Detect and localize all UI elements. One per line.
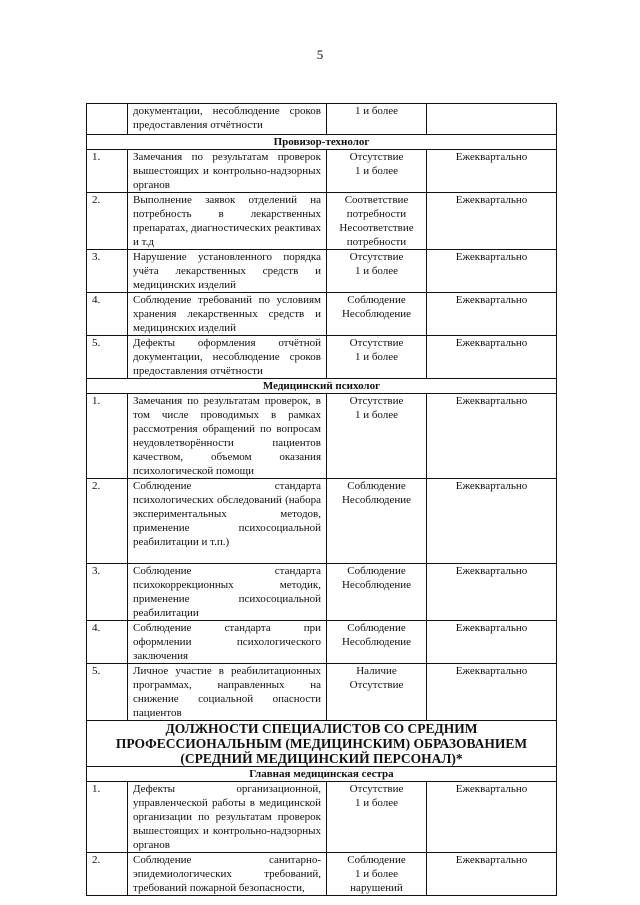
table-row	[87, 293, 557, 336]
criterion-cell: документации, несоблюдение сроков предоставления отчётности	[128, 104, 327, 135]
period-cell: Ежеквартально	[427, 664, 557, 721]
table-row	[87, 150, 557, 193]
table-row	[87, 250, 557, 293]
period-cell: Ежеквартально	[427, 250, 557, 293]
criterion-cell: Дефекты оформления отчётной документации, несоблюдение сроков предоставления отчётности	[128, 336, 327, 379]
period-cell: Ежеквартально	[427, 336, 557, 379]
value-cell: Соблюдение Несоблюдение	[327, 293, 427, 336]
table-row	[87, 621, 557, 664]
criterion-cell: Дефекты организационной, управленческой работы в медицинской организации по результатам проверок вышестоящих и контрольно-надзорных органов	[128, 782, 327, 853]
value-cell: Соблюдение Несоблюдение	[327, 564, 427, 621]
criterion-cell: Соблюдение стандарта психокоррекционных методик, применение психосоциальной реабилитации	[128, 564, 327, 621]
criterion-cell: Соблюдение стандарта психологических обследований (набора экспериментальных методов, применение психосоциальной реабилитации и т.п.)	[128, 479, 327, 564]
period-cell: Ежеквартально	[427, 621, 557, 664]
period-cell: Ежеквартально	[427, 193, 557, 250]
table-row	[87, 104, 557, 135]
table-row	[87, 336, 557, 379]
value-cell: Соблюдение 1 и более нарушений	[327, 853, 427, 896]
value-cell: Отсутствие 1 и более	[327, 250, 427, 293]
row-number: 1.	[87, 782, 128, 853]
criterion-cell: Соблюдение стандарта при оформлении психологического заключения	[128, 621, 327, 664]
value-cell: Отсутствие 1 и более	[327, 394, 427, 479]
table-row	[87, 853, 557, 896]
value-cell: Отсутствие 1 и более	[327, 336, 427, 379]
criterion-cell: Соблюдение санитарно-эпидемиологических требований, требований пожарной безопасности,	[128, 853, 327, 896]
table-row	[87, 193, 557, 250]
period-cell: Ежеквартально	[427, 293, 557, 336]
value-cell: Отсутствие 1 и более	[327, 150, 427, 193]
criterion-cell: Соблюдение требований по условиям хранения лекарственных средств и медицинских изделий	[128, 293, 327, 336]
value-cell: Соблюдение Несоблюдение	[327, 621, 427, 664]
criteria-table	[86, 103, 557, 896]
category-heading-row	[87, 721, 557, 767]
row-number: 3.	[87, 564, 128, 621]
criterion-cell: Замечания по результатам проверок вышестоящих и контрольно-надзорных органов	[128, 150, 327, 193]
row-number: 5.	[87, 336, 128, 379]
section-heading-row	[87, 767, 557, 782]
value-cell: Соответствие потребности Несоответствие потребности	[327, 193, 427, 250]
row-number: 1.	[87, 150, 128, 193]
page-number: 5	[316, 47, 324, 62]
row-number: 2.	[87, 479, 128, 564]
row-number: 4.	[87, 621, 128, 664]
row-number: 1.	[87, 394, 128, 479]
row-number: 3.	[87, 250, 128, 293]
table-row	[87, 479, 557, 564]
period-cell: Ежеквартально	[427, 564, 557, 621]
value-cell: Соблюдение Несоблюдение	[327, 479, 427, 564]
value-cell: Отсутствие 1 и более	[327, 782, 427, 853]
section-title: Провизор-технолог	[87, 135, 557, 150]
section-title: Главная медицинская сестра	[87, 767, 557, 782]
period-cell: Ежеквартально	[427, 479, 557, 564]
row-number: 2.	[87, 193, 128, 250]
criterion-cell: Выполнение заявок отделений на потребность в лекарственных препаратах, диагностических реактивах и т.д	[128, 193, 327, 250]
section-heading-row	[87, 135, 557, 150]
table-row	[87, 782, 557, 853]
value-cell: 1 и более	[327, 104, 427, 135]
value-cell: Наличие Отсутствие	[327, 664, 427, 721]
period-cell: Ежеквартально	[427, 853, 557, 896]
section-heading-row	[87, 379, 557, 394]
table-row	[87, 394, 557, 479]
table-row	[87, 564, 557, 621]
category-heading: ДОЛЖНОСТИ СПЕЦИАЛИСТОВ СО СРЕДНИМ ПРОФЕССИОНАЛЬНЫМ (МЕДИЦИНСКИМ) ОБРАЗОВАНИЕМ (СРЕДНИЙ МЕДИЦИНСКИЙ ПЕРСОНАЛ)*	[87, 721, 557, 767]
row-number: 4.	[87, 293, 128, 336]
criterion-cell: Личное участие в реабилитационных программах, направленных на снижение социальной опасности пациентов	[128, 664, 327, 721]
period-cell: Ежеквартально	[427, 394, 557, 479]
criterion-cell: Нарушение установленного порядка учёта лекарственных средств и медицинских изделий	[128, 250, 327, 293]
section-title: Медицинский психолог	[87, 379, 557, 394]
table-row	[87, 664, 557, 721]
criterion-cell: Замечания по результатам проверок, в том числе проводимых в рамках рассмотрения обращений по вопросам неудовлетворённости пациентов качеством, объемом оказания психологической помощи	[128, 394, 327, 479]
row-number: 2.	[87, 853, 128, 896]
period-cell: Ежеквартально	[427, 150, 557, 193]
period-cell: Ежеквартально	[427, 782, 557, 853]
row-number: 5.	[87, 664, 128, 721]
